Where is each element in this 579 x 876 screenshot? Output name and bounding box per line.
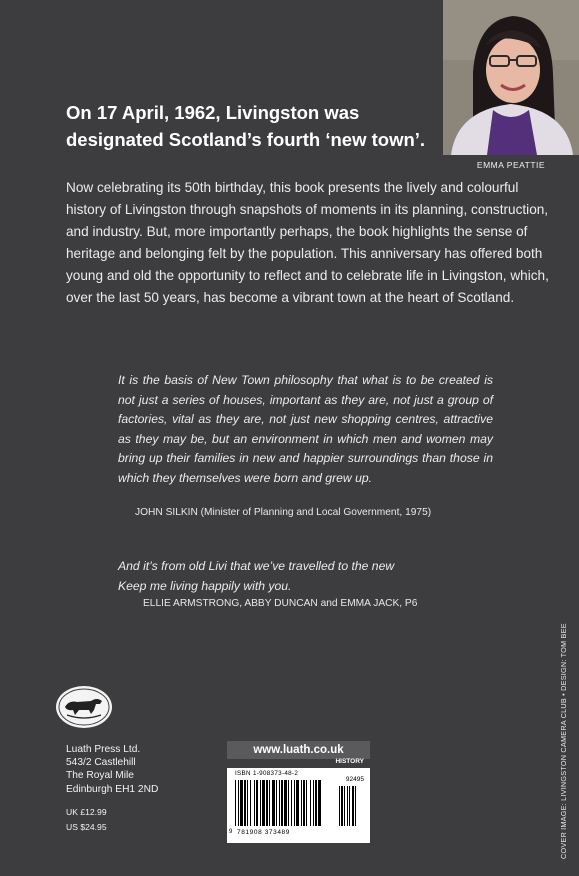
barcode-addon-number: 92495	[345, 776, 364, 783]
barcode-icon	[235, 780, 362, 828]
price-uk: UK £12.99	[66, 807, 107, 817]
author-photo	[443, 0, 579, 155]
silkin-quote-attribution: JOHN SILKIN (Minister of Planning and Local Government, 1975)	[135, 507, 432, 518]
silkin-quote: It is the basis of New Town philosophy that what is to be created is not just a series of houses, important as they are, not just a group of factories, vital as they are, not just new shopping centres, attractive as they may be, but an environment in which men and women may bring up their families in new and happier surroundings than those in which they themselves were born and grew up.	[118, 373, 493, 485]
headline: On 17 April, 1962, Livingston was designated Scotland’s fourth ‘new town’.	[66, 102, 426, 150]
barcode-first-digit: 9	[229, 829, 233, 835]
song-quote-line: Keep me living happily with you.	[118, 578, 292, 593]
blurb-paragraph: Now celebrating its 50th birthday, this book presents the lively and colourful history of Livingston through snapshots of moments in its planning, construction, and industry. But, more importantly perhaps, the book highlights the sense of heritage and belonging felt by the population. This anniversary has offered both young and old the opportunity to reflect and to celebrate life in Livingston, which, over the last 50 years, has become a vibrant town at the heart of Scotland.	[66, 180, 549, 305]
category-label: HISTORY	[335, 758, 364, 765]
publisher-address	[66, 743, 158, 796]
address-line: Luath Press Ltd.	[66, 744, 141, 755]
author-portrait-image	[443, 0, 579, 155]
song-quote	[118, 557, 518, 596]
song-quote-line: And it’s from old Livi that we’ve travelled to the new	[118, 559, 395, 573]
isbn-text: ISBN 1-908373-48-2	[235, 770, 299, 777]
song-quote-attribution: ELLIE ARMSTRONG, ABBY DUNCAN and EMMA JACK, P6	[143, 598, 418, 609]
luath-dog-logo-icon	[55, 685, 113, 729]
cover-credit: COVER IMAGE: LIVINGSTON CAMERA CLUB • DESIGN: TOM BEE	[559, 623, 568, 859]
publisher-logo	[55, 685, 113, 729]
author-photo-caption: EMMA PEATTIE	[476, 160, 546, 170]
barcode-panel	[227, 768, 370, 843]
website-url: www.luath.co.uk	[227, 741, 370, 759]
price-us: US $24.95	[66, 822, 107, 832]
barcode-block	[227, 741, 370, 843]
address-line: Edinburgh EH1 2ND	[66, 783, 159, 795]
address-line: The Royal Mile	[66, 770, 134, 782]
address-line: 543/2 Castlehill	[66, 757, 136, 769]
barcode-digits: 781908 373489	[237, 829, 290, 836]
